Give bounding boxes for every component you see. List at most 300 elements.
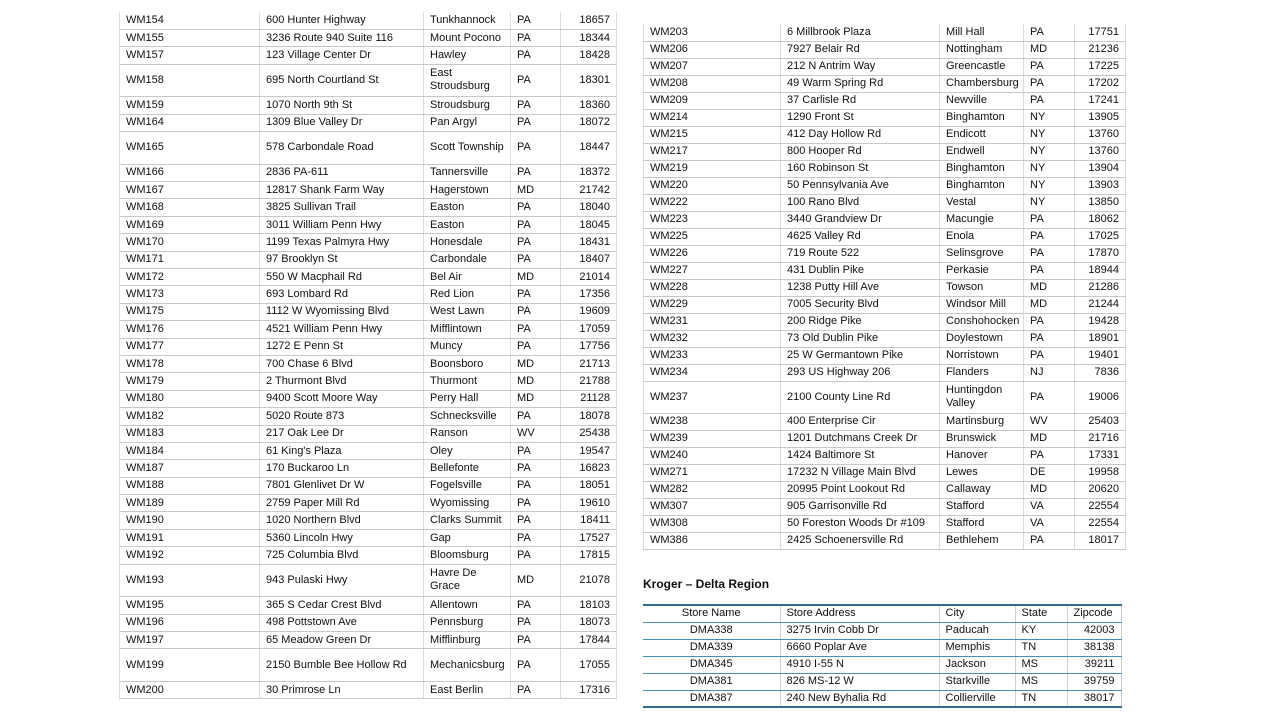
- right-table-cell-state: NJ: [1024, 364, 1075, 381]
- left-table-cell-city: Havre De Grace: [424, 564, 511, 597]
- left-table-row: [120, 614, 617, 631]
- left-table-cell-store-address: 61 King's Plaza: [260, 442, 424, 459]
- left-table-cell-state: PA: [511, 442, 561, 459]
- right-table-cell-state: MD: [1024, 41, 1075, 58]
- walmart-stores-table-left: [119, 12, 617, 699]
- left-table-row: [120, 442, 617, 459]
- left-table-cell-store-address: 7801 Glenlivet Dr W: [260, 477, 424, 494]
- right-table-cell-store-address: 800 Hooper Rd: [781, 143, 940, 160]
- left-table-row: [120, 182, 617, 199]
- right-table-cell-store-address: 37 Carlisle Rd: [781, 92, 940, 109]
- left-table-cell-zipcode: 21078: [561, 564, 617, 597]
- right-table-cell-state: MD: [1024, 481, 1075, 498]
- right-table-cell-store-id: WM386: [644, 532, 781, 549]
- left-table-cell-store-address: 578 Carbondale Road: [260, 132, 424, 165]
- right-table-cell-zipcode: 13760: [1075, 126, 1126, 143]
- left-table-cell-store-id: WM158: [120, 64, 260, 97]
- left-table-cell-zipcode: 19610: [561, 495, 617, 512]
- right-table-cell-store-address: 7927 Belair Rd: [781, 41, 940, 58]
- right-table-cell-city: Norristown: [940, 347, 1024, 364]
- left-table-cell-store-address: 12817 Shank Farm Way: [260, 182, 424, 199]
- right-table-cell-store-id: WM223: [644, 211, 781, 228]
- left-table-cell-store-address: 365 S Cedar Crest Blvd: [260, 597, 424, 614]
- right-table-cell-store-id: WM222: [644, 194, 781, 211]
- left-table-cell-city: Red Lion: [424, 286, 511, 303]
- right-table-cell-store-address: 1238 Putty Hill Ave: [781, 279, 940, 296]
- left-table-row: [120, 425, 617, 442]
- left-table-row: [120, 29, 617, 46]
- right-table-body: [644, 24, 1126, 549]
- left-table-cell-state: PA: [511, 649, 561, 682]
- right-table-row: [644, 498, 1126, 515]
- left-table-cell-zipcode: 18344: [561, 29, 617, 46]
- left-table-cell-city: Scott Township: [424, 132, 511, 165]
- left-table-cell-store-id: WM172: [120, 268, 260, 285]
- right-table-row: [644, 279, 1126, 296]
- left-table-cell-store-address: 1112 W Wyomissing Blvd: [260, 303, 424, 320]
- left-table-cell-state: PA: [511, 303, 561, 320]
- left-table-cell-store-address: 5020 Route 873: [260, 408, 424, 425]
- right-table-cell-store-address: 905 Garrisonville Rd: [781, 498, 940, 515]
- kroger-cell-zipcode: 42003: [1067, 622, 1121, 639]
- kroger-cell-city: Jackson: [939, 656, 1015, 673]
- left-table-cell-state: PA: [511, 234, 561, 251]
- left-table-cell-state: PA: [511, 681, 561, 698]
- left-table-cell-city: Tunkhannock: [424, 12, 511, 29]
- right-table-cell-store-id: WM234: [644, 364, 781, 381]
- left-table-row: [120, 597, 617, 614]
- left-table-cell-city: Ranson: [424, 425, 511, 442]
- left-table-cell-store-id: WM200: [120, 681, 260, 698]
- kroger-cell-state: TN: [1015, 639, 1067, 656]
- left-table-cell-state: PA: [511, 97, 561, 114]
- right-table-cell-zipcode: 21236: [1075, 41, 1126, 58]
- left-table-cell-state: PA: [511, 477, 561, 494]
- left-table-row: [120, 512, 617, 529]
- left-table-cell-store-address: 725 Columbia Blvd: [260, 547, 424, 564]
- left-table-row: [120, 460, 617, 477]
- right-table-row: [644, 296, 1126, 313]
- left-table-cell-store-id: WM192: [120, 547, 260, 564]
- right-table-cell-zipcode: 7836: [1075, 364, 1126, 381]
- walmart-stores-table-right: [643, 24, 1126, 550]
- left-table-row: [120, 164, 617, 181]
- right-table-cell-store-id: WM209: [644, 92, 781, 109]
- left-table-cell-store-address: 1070 North 9th St: [260, 97, 424, 114]
- right-table-cell-city: Newville: [940, 92, 1024, 109]
- left-table-row: [120, 64, 617, 97]
- kroger-row: [643, 656, 1121, 673]
- left-table-cell-city: Oley: [424, 442, 511, 459]
- right-table-cell-store-address: 719 Route 522: [781, 245, 940, 262]
- left-table-row: [120, 286, 617, 303]
- right-table-row: [644, 126, 1126, 143]
- kroger-cell-store-id: DMA345: [643, 656, 780, 673]
- left-table-cell-state: PA: [511, 164, 561, 181]
- left-table-cell-city: Fogelsville: [424, 477, 511, 494]
- right-table-cell-city: Huntingdon Valley: [940, 381, 1024, 413]
- right-table-row: [644, 532, 1126, 549]
- left-table-cell-city: Perry Hall: [424, 390, 511, 407]
- right-table-cell-zipcode: 17241: [1075, 92, 1126, 109]
- right-table-row: [644, 313, 1126, 330]
- kroger-header-state: State: [1015, 605, 1067, 622]
- left-table-cell-store-id: WM178: [120, 355, 260, 372]
- right-table-cell-state: PA: [1024, 381, 1075, 413]
- left-table-cell-store-id: WM167: [120, 182, 260, 199]
- right-table-row: [644, 194, 1126, 211]
- right-table-cell-store-address: 6 Millbrook Plaza: [781, 24, 940, 41]
- right-table-cell-store-address: 3440 Grandview Dr: [781, 211, 940, 228]
- left-table-cell-store-id: WM154: [120, 12, 260, 29]
- right-table-cell-city: Towson: [940, 279, 1024, 296]
- left-table-cell-zipcode: 19547: [561, 442, 617, 459]
- left-table-cell-state: PA: [511, 29, 561, 46]
- left-table-cell-zipcode: 21713: [561, 355, 617, 372]
- left-table-cell-store-id: WM171: [120, 251, 260, 268]
- left-table-cell-city: Pan Argyl: [424, 114, 511, 131]
- left-table-cell-state: PA: [511, 132, 561, 165]
- left-table-cell-store-id: WM199: [120, 649, 260, 682]
- left-table-cell-zipcode: 16823: [561, 460, 617, 477]
- left-table-cell-store-address: 9400 Scott Moore Way: [260, 390, 424, 407]
- right-table-cell-state: VA: [1024, 515, 1075, 532]
- left-table-cell-store-id: WM179: [120, 373, 260, 390]
- left-table-cell-city: Easton: [424, 199, 511, 216]
- left-table-cell-store-id: WM191: [120, 529, 260, 546]
- right-table-cell-state: PA: [1024, 313, 1075, 330]
- left-table-cell-state: PA: [511, 216, 561, 233]
- left-table-cell-zipcode: 18428: [561, 47, 617, 64]
- left-table-cell-zipcode: 18407: [561, 251, 617, 268]
- kroger-header-zipcode: Zipcode: [1067, 605, 1121, 622]
- left-table-cell-city: Pennsburg: [424, 614, 511, 631]
- right-table-cell-state: WV: [1024, 413, 1075, 430]
- left-table-row: [120, 268, 617, 285]
- left-table-cell-store-id: WM195: [120, 597, 260, 614]
- kroger-cell-store-id: DMA387: [643, 690, 780, 707]
- left-table-row: [120, 216, 617, 233]
- left-table-row: [120, 632, 617, 649]
- right-table-cell-store-id: WM203: [644, 24, 781, 41]
- kroger-cell-city: Paducah: [939, 622, 1015, 639]
- left-table-row: [120, 251, 617, 268]
- left-table-cell-store-address: 1309 Blue Valley Dr: [260, 114, 424, 131]
- right-table-cell-store-address: 212 N Antrim Way: [781, 58, 940, 75]
- left-table-cell-store-id: WM157: [120, 47, 260, 64]
- left-table-cell-state: PA: [511, 338, 561, 355]
- left-table-row: [120, 529, 617, 546]
- kroger-cell-store-address: 240 New Byhalia Rd: [780, 690, 939, 707]
- left-table-cell-store-address: 97 Brooklyn St: [260, 251, 424, 268]
- right-table-cell-zipcode: 22554: [1075, 498, 1126, 515]
- right-table-row: [644, 330, 1126, 347]
- right-table-cell-store-id: WM217: [644, 143, 781, 160]
- right-table-cell-zipcode: 17225: [1075, 58, 1126, 75]
- left-table-cell-zipcode: 17756: [561, 338, 617, 355]
- right-table-row: [644, 413, 1126, 430]
- right-table-cell-city: Bethlehem: [940, 532, 1024, 549]
- left-table-row: [120, 234, 617, 251]
- right-table-cell-city: Binghamton: [940, 109, 1024, 126]
- left-table-cell-zipcode: 18073: [561, 614, 617, 631]
- kroger-cell-zipcode: 38017: [1067, 690, 1121, 707]
- left-table-cell-city: East Stroudsburg: [424, 64, 511, 97]
- right-table-cell-city: Stafford: [940, 515, 1024, 532]
- right-table-cell-city: Chambersburg: [940, 75, 1024, 92]
- left-table-cell-city: Clarks Summit: [424, 512, 511, 529]
- left-table-cell-store-id: WM175: [120, 303, 260, 320]
- left-table-cell-city: Boonsboro: [424, 355, 511, 372]
- right-table-row: [644, 381, 1126, 413]
- left-table-cell-zipcode: 17059: [561, 321, 617, 338]
- left-table-cell-state: PA: [511, 529, 561, 546]
- left-table-cell-state: PA: [511, 495, 561, 512]
- right-table-row: [644, 430, 1126, 447]
- left-table-cell-state: PA: [511, 512, 561, 529]
- right-table-cell-zipcode: 19401: [1075, 347, 1126, 364]
- right-table-cell-store-id: WM219: [644, 160, 781, 177]
- right-table-cell-store-id: WM308: [644, 515, 781, 532]
- left-table-cell-store-address: 550 W Macphail Rd: [260, 268, 424, 285]
- left-table-cell-state: MD: [511, 268, 561, 285]
- left-table-cell-city: Bellefonte: [424, 460, 511, 477]
- right-table-cell-state: NY: [1024, 126, 1075, 143]
- right-table-cell-state: MD: [1024, 296, 1075, 313]
- left-table-cell-zipcode: 18040: [561, 199, 617, 216]
- left-table-cell-zipcode: 17055: [561, 649, 617, 682]
- left-table-cell-store-address: 3011 William Penn Hwy: [260, 216, 424, 233]
- left-table-cell-city: Mount Pocono: [424, 29, 511, 46]
- left-table-cell-city: Gap: [424, 529, 511, 546]
- left-table-cell-zipcode: 18447: [561, 132, 617, 165]
- left-table-cell-store-id: WM177: [120, 338, 260, 355]
- left-table-cell-zipcode: 19609: [561, 303, 617, 320]
- left-table-cell-state: PA: [511, 547, 561, 564]
- right-table-row: [644, 464, 1126, 481]
- left-table-cell-zipcode: 21014: [561, 268, 617, 285]
- left-table-cell-zipcode: 18657: [561, 12, 617, 29]
- right-table-cell-state: PA: [1024, 447, 1075, 464]
- right-table-row: [644, 24, 1126, 41]
- right-table-cell-state: PA: [1024, 347, 1075, 364]
- left-table-row: [120, 390, 617, 407]
- right-table-cell-store-address: 1424 Baltimore St: [781, 447, 940, 464]
- right-table-cell-state: PA: [1024, 532, 1075, 549]
- left-table-row: [120, 47, 617, 64]
- right-table-cell-city: Lewes: [940, 464, 1024, 481]
- left-table-cell-store-address: 30 Primrose Ln: [260, 681, 424, 698]
- left-table-cell-store-address: 700 Chase 6 Blvd: [260, 355, 424, 372]
- left-table-cell-store-id: WM176: [120, 321, 260, 338]
- right-table-cell-city: Callaway: [940, 481, 1024, 498]
- left-table-cell-zipcode: 18078: [561, 408, 617, 425]
- left-table-cell-city: Mechanicsburg: [424, 649, 511, 682]
- right-table-cell-store-id: WM231: [644, 313, 781, 330]
- right-table-cell-state: PA: [1024, 24, 1075, 41]
- right-table-cell-state: VA: [1024, 498, 1075, 515]
- right-table-row: [644, 228, 1126, 245]
- left-table-cell-state: MD: [511, 564, 561, 597]
- right-table-cell-store-id: WM282: [644, 481, 781, 498]
- right-table-cell-city: Conshohocken: [940, 313, 1024, 330]
- left-table-cell-store-address: 943 Pulaski Hwy: [260, 564, 424, 597]
- right-table-row: [644, 364, 1126, 381]
- left-table-cell-state: MD: [511, 373, 561, 390]
- left-table-cell-zipcode: 18103: [561, 597, 617, 614]
- right-table-cell-store-id: WM233: [644, 347, 781, 364]
- kroger-cell-store-address: 4910 I-55 N: [780, 656, 939, 673]
- right-table-cell-state: PA: [1024, 211, 1075, 228]
- right-table-cell-city: Binghamton: [940, 177, 1024, 194]
- right-table-row: [644, 58, 1126, 75]
- right-table-cell-store-id: WM227: [644, 262, 781, 279]
- left-table-cell-zipcode: 18372: [561, 164, 617, 181]
- left-table-row: [120, 97, 617, 114]
- kroger-cell-zipcode: 38138: [1067, 639, 1121, 656]
- right-table-cell-city: Perkasie: [940, 262, 1024, 279]
- left-table-cell-state: PA: [511, 632, 561, 649]
- right-table-cell-city: Endwell: [940, 143, 1024, 160]
- left-table-cell-store-id: WM190: [120, 512, 260, 529]
- left-table-cell-store-id: WM165: [120, 132, 260, 165]
- left-table-cell-store-id: WM166: [120, 164, 260, 181]
- right-table-cell-zipcode: 19006: [1075, 381, 1126, 413]
- right-table-cell-store-address: 2100 County Line Rd: [781, 381, 940, 413]
- left-table-row: [120, 303, 617, 320]
- left-table-cell-state: PA: [511, 114, 561, 131]
- kroger-cell-store-id: DMA338: [643, 622, 780, 639]
- left-table-cell-store-address: 217 Oak Lee Dr: [260, 425, 424, 442]
- left-table-cell-zipcode: 17844: [561, 632, 617, 649]
- left-table-cell-store-id: WM189: [120, 495, 260, 512]
- left-table-row: [120, 495, 617, 512]
- right-table-cell-zipcode: 22554: [1075, 515, 1126, 532]
- left-table-cell-store-id: WM159: [120, 97, 260, 114]
- right-table-cell-city: Flanders: [940, 364, 1024, 381]
- left-table-row: [120, 649, 617, 682]
- left-table-cell-city: West Lawn: [424, 303, 511, 320]
- kroger-cell-store-address: 3275 Irvin Cobb Dr: [780, 622, 939, 639]
- right-table-row: [644, 211, 1126, 228]
- right-table-cell-zipcode: 21286: [1075, 279, 1126, 296]
- right-table-row: [644, 447, 1126, 464]
- right-table-cell-store-address: 1201 Dutchmans Creek Dr: [781, 430, 940, 447]
- kroger-cell-state: TN: [1015, 690, 1067, 707]
- left-table-cell-city: Carbondale: [424, 251, 511, 268]
- right-table-cell-store-address: 431 Dublin Pike: [781, 262, 940, 279]
- left-table-cell-state: PA: [511, 64, 561, 97]
- left-table-row: [120, 199, 617, 216]
- right-table-cell-store-address: 17232 N Village Main Blvd: [781, 464, 940, 481]
- left-table-cell-city: Thurmont: [424, 373, 511, 390]
- right-table-cell-store-id: WM237: [644, 381, 781, 413]
- right-table-cell-zipcode: 20620: [1075, 481, 1126, 498]
- left-table-cell-store-address: 123 Village Center Dr: [260, 47, 424, 64]
- left-table-cell-store-address: 2759 Paper Mill Rd: [260, 495, 424, 512]
- right-table-cell-zipcode: 18017: [1075, 532, 1126, 549]
- left-table-cell-city: Allentown: [424, 597, 511, 614]
- right-table-cell-zipcode: 13904: [1075, 160, 1126, 177]
- left-table-cell-store-address: 600 Hunter Highway: [260, 12, 424, 29]
- right-table-cell-store-address: 100 Rano Blvd: [781, 194, 940, 211]
- right-table-cell-store-id: WM214: [644, 109, 781, 126]
- left-table-cell-state: PA: [511, 251, 561, 268]
- left-table-cell-zipcode: 17815: [561, 547, 617, 564]
- kroger-cell-city: Memphis: [939, 639, 1015, 656]
- right-table-cell-state: DE: [1024, 464, 1075, 481]
- right-table-cell-store-id: WM239: [644, 430, 781, 447]
- left-table-cell-city: Bloomsburg: [424, 547, 511, 564]
- left-table-cell-state: WV: [511, 425, 561, 442]
- left-table-cell-store-address: 65 Meadow Green Dr: [260, 632, 424, 649]
- right-table-row: [644, 481, 1126, 498]
- right-table-cell-zipcode: 25403: [1075, 413, 1126, 430]
- left-table-cell-zipcode: 18431: [561, 234, 617, 251]
- left-table-cell-store-address: 1272 E Penn St: [260, 338, 424, 355]
- left-table-cell-state: PA: [511, 286, 561, 303]
- left-table-cell-store-address: 5360 Lincoln Hwy: [260, 529, 424, 546]
- right-table-cell-store-id: WM226: [644, 245, 781, 262]
- right-table-row: [644, 347, 1126, 364]
- left-table-cell-store-address: 4521 William Penn Hwy: [260, 321, 424, 338]
- left-table-row: [120, 477, 617, 494]
- left-table-cell-state: PA: [511, 614, 561, 631]
- right-table-row: [644, 143, 1126, 160]
- left-table-cell-store-id: WM184: [120, 442, 260, 459]
- left-table-row: [120, 373, 617, 390]
- kroger-cell-state: MS: [1015, 673, 1067, 690]
- right-table-cell-state: PA: [1024, 245, 1075, 262]
- kroger-cell-store-id: DMA339: [643, 639, 780, 656]
- left-table-cell-zipcode: 21742: [561, 182, 617, 199]
- kroger-cell-state: MS: [1015, 656, 1067, 673]
- left-table-row: [120, 338, 617, 355]
- left-table-cell-city: Honesdale: [424, 234, 511, 251]
- left-table-cell-city: Mifflinburg: [424, 632, 511, 649]
- left-table-cell-city: Wyomissing: [424, 495, 511, 512]
- left-table-cell-store-id: WM164: [120, 114, 260, 131]
- right-table-row: [644, 515, 1126, 532]
- right-table-cell-city: Binghamton: [940, 160, 1024, 177]
- right-table-cell-zipcode: 17331: [1075, 447, 1126, 464]
- right-table-cell-store-id: WM232: [644, 330, 781, 347]
- right-table-cell-city: Selinsgrove: [940, 245, 1024, 262]
- left-table-cell-zipcode: 18072: [561, 114, 617, 131]
- right-table-cell-store-id: WM238: [644, 413, 781, 430]
- left-table-cell-store-address: 2150 Bumble Bee Hollow Rd: [260, 649, 424, 682]
- left-table-cell-city: Tannersville: [424, 164, 511, 181]
- kroger-cell-city: Collierville: [939, 690, 1015, 707]
- left-table-cell-zipcode: 18301: [561, 64, 617, 97]
- right-table-cell-store-id: WM228: [644, 279, 781, 296]
- left-table-cell-city: Schnecksville: [424, 408, 511, 425]
- right-table-cell-zipcode: 18944: [1075, 262, 1126, 279]
- right-table-cell-state: PA: [1024, 228, 1075, 245]
- right-table-cell-state: PA: [1024, 262, 1075, 279]
- left-table-cell-store-id: WM180: [120, 390, 260, 407]
- kroger-cell-zipcode: 39211: [1067, 656, 1121, 673]
- left-table-cell-store-address: 3236 Route 940 Suite 116: [260, 29, 424, 46]
- kroger-header-store-id: Store Name: [643, 605, 780, 622]
- right-table-cell-city: Enola: [940, 228, 1024, 245]
- left-table-row: [120, 355, 617, 372]
- right-table-cell-zipcode: 18901: [1075, 330, 1126, 347]
- kroger-cell-zipcode: 39759: [1067, 673, 1121, 690]
- left-table-cell-city: Bel Air: [424, 268, 511, 285]
- right-table-cell-store-id: WM240: [644, 447, 781, 464]
- kroger-row: [643, 639, 1121, 656]
